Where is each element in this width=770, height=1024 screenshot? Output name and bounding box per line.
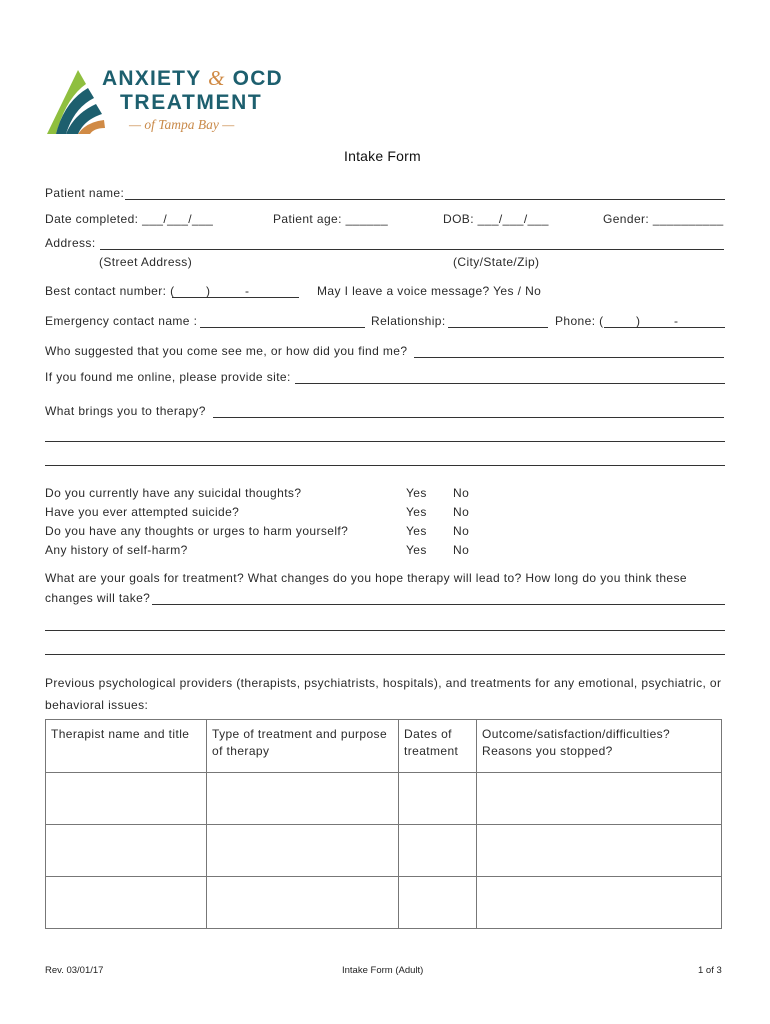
phone-field[interactable] <box>604 327 725 328</box>
logo-ampersand: & <box>208 66 226 90</box>
patient-age-field[interactable]: Patient age: ______ <box>273 212 389 226</box>
what-brings-field[interactable] <box>213 417 724 418</box>
who-suggested-label: Who suggested that you come see me, or how did you find me? <box>45 344 408 358</box>
question-label: Any history of self-harm? <box>45 543 188 557</box>
answer-yes[interactable]: Yes <box>406 543 427 557</box>
voice-message-question[interactable]: May I leave a voice message? Yes / No <box>317 284 542 298</box>
date-completed-field[interactable]: Date completed: ___/___/___ <box>45 212 214 226</box>
table-row <box>46 773 722 825</box>
answer-yes[interactable]: Yes <box>406 486 427 500</box>
table-cell[interactable] <box>46 773 207 825</box>
page-title: Intake Form <box>344 148 421 164</box>
emergency-contact-field[interactable] <box>200 327 365 328</box>
table-row <box>46 825 722 877</box>
question-label: Do you have any thoughts or urges to harm yourself? <box>45 524 349 538</box>
question-label: Do you currently have any suicidal thoughts? <box>45 486 302 500</box>
phone-paren: ) <box>636 314 641 328</box>
table-header-cell: Outcome/satisfaction/difficulties? Reasons you stopped? <box>477 720 722 773</box>
what-brings-line-2[interactable] <box>45 441 725 442</box>
dob-field[interactable]: DOB: ___/___/___ <box>443 212 549 226</box>
table-cell[interactable] <box>477 773 722 825</box>
patient-name-label: Patient name: <box>45 186 125 200</box>
patient-name-field[interactable] <box>125 199 725 200</box>
answer-no[interactable]: No <box>453 543 470 557</box>
table-cell[interactable] <box>207 773 399 825</box>
table-cell[interactable] <box>399 877 477 929</box>
goals-field[interactable] <box>152 604 725 605</box>
address-field[interactable] <box>100 249 724 250</box>
table-header-cell: Type of treatment and purpose of therapy <box>207 720 399 773</box>
table-cell[interactable] <box>399 825 477 877</box>
phone-dash: - <box>674 314 679 328</box>
best-contact-label: Best contact number: ( <box>45 284 175 298</box>
table-header-cell: Dates of treatment <box>399 720 477 773</box>
street-address-caption: (Street Address) <box>99 255 193 269</box>
answer-yes[interactable]: Yes <box>406 505 427 519</box>
table-header-cell: Therapist name and title <box>46 720 207 773</box>
logo-word-ocd: OCD <box>225 67 283 90</box>
table-cell[interactable] <box>46 877 207 929</box>
question-label: Have you ever attempted suicide? <box>45 505 240 519</box>
table-cell[interactable] <box>477 825 722 877</box>
providers-table <box>45 719 722 929</box>
phone-label: Phone: ( <box>555 314 604 328</box>
logo-word-anxiety: ANXIETY <box>102 67 209 90</box>
what-brings-label: What brings you to therapy? <box>45 404 206 418</box>
best-contact-paren: ) <box>206 284 211 298</box>
goals-line-2[interactable] <box>45 630 725 631</box>
table-cell[interactable] <box>207 877 399 929</box>
table-cell[interactable] <box>46 825 207 877</box>
city-state-zip-caption: (City/State/Zip) <box>453 255 540 269</box>
table-cell[interactable] <box>477 877 722 929</box>
footer-revision: Rev. 03/01/17 <box>45 965 104 976</box>
goals-label-line2: changes will take? <box>45 591 151 605</box>
answer-no[interactable]: No <box>453 524 470 538</box>
table-cell[interactable] <box>207 825 399 877</box>
best-contact-field[interactable] <box>172 297 299 298</box>
goals-label-line1: What are your goals for treatment? What changes do you hope therapy will lead to? How long do you think these <box>45 571 687 585</box>
previous-providers-line1: Previous psychological providers (therapists, psychiatrists, hospitals), and treatments for any emotional, psychiatric, or <box>45 676 722 690</box>
table-cell[interactable] <box>399 773 477 825</box>
logo-line1 <box>102 66 283 91</box>
answer-no[interactable]: No <box>453 486 470 500</box>
emergency-contact-label: Emergency contact name : <box>45 314 198 328</box>
previous-providers-line2: behavioral issues: <box>45 698 149 712</box>
table-header-row <box>46 720 722 773</box>
footer-page-number: 1 of 3 <box>698 965 722 976</box>
logo-line2: TREATMENT <box>120 91 263 114</box>
gender-field[interactable]: Gender: __________ <box>603 212 724 226</box>
footer-title: Intake Form (Adult) <box>342 965 424 976</box>
relationship-field[interactable] <box>448 327 548 328</box>
answer-yes[interactable]: Yes <box>406 524 427 538</box>
online-site-field[interactable] <box>295 383 725 384</box>
goals-line-3[interactable] <box>45 654 725 655</box>
relationship-label: Relationship: <box>371 314 446 328</box>
answer-no[interactable]: No <box>453 505 470 519</box>
logo-line3: — of Tampa Bay — <box>129 117 235 132</box>
who-suggested-field[interactable] <box>414 357 724 358</box>
what-brings-line-3[interactable] <box>45 465 725 466</box>
online-site-label: If you found me online, please provide site: <box>45 370 291 384</box>
table-row <box>46 877 722 929</box>
best-contact-dash: - <box>245 284 250 298</box>
logo-mark-icon <box>44 68 106 136</box>
address-label: Address: <box>45 236 96 250</box>
